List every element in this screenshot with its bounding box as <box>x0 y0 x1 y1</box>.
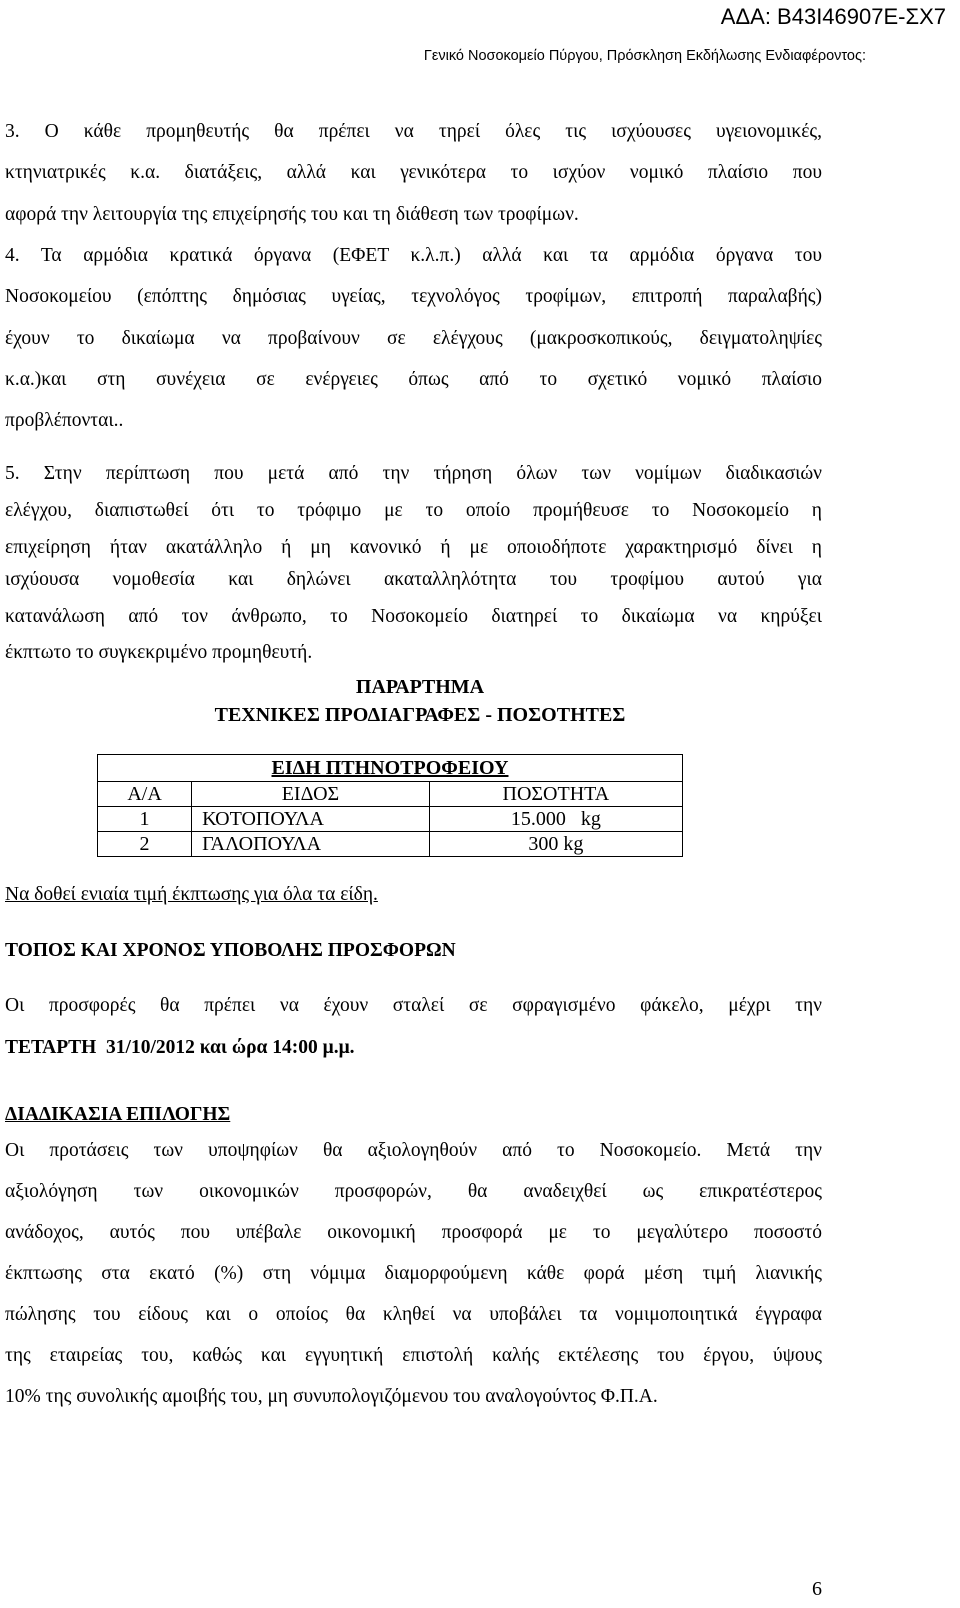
selection-line: της εταιρείας του, καθώς και εγγυητική επιστολή καλής εκτέλεσης του έργου, ύψους <box>5 1345 822 1366</box>
table-caption-row <box>98 755 683 782</box>
column-header: ΕΙΔΟΣ <box>192 782 430 807</box>
section-5-line: επιχείρηση ήταν ακατάλληλο ή μη κανονικό ή με οποιοδήποτε χαρακτηρισμό δίνει η <box>5 537 822 558</box>
table-cell: 300 kg <box>429 832 682 857</box>
table-row <box>98 807 683 832</box>
selection-line: πώλησης του είδους και ο οποίος θα κληθεί να υποβάλει τα νομιμοποιητικά έγγραφα <box>5 1304 822 1325</box>
section-3-line: 3. Ο κάθε προμηθευτής θα πρέπει να τηρεί όλες τις ισχύουσες υγειονομικές, <box>5 121 822 142</box>
selection-line: έκπτωσης στα εκατό (%) στη νόμιμα διαμορφούμενη κάθε φορά μέση τιμή λιανικής <box>5 1263 822 1284</box>
column-header: ΠΟΣΟΤΗΤΑ <box>429 782 682 807</box>
section-5-line: ισχύουσα νομοθεσία και δηλώνει ακαταλληλότητα του τροφίμου αυτού για <box>5 569 822 590</box>
section-4-line: Νοσοκομείου (επόπτης δημόσιας υγείας, τεχνολόγος τροφίμων, επιτροπή παραλαβής) <box>5 286 822 307</box>
section-5-line: κατανάλωση από τον άνθρωπο, το Νοσοκομείο διατηρεί το δικαίωμα να κηρύξει <box>5 606 822 627</box>
table-caption: ΕΙΔΗ ΠΤΗΝΟΤΡΟΦΕΙΟΥ <box>98 755 683 782</box>
section-5-line: 5. Στην περίπτωση που μετά από την τήρηση όλων των νομίμων διαδικασιών <box>5 463 822 484</box>
document-subtitle: Γενικό Νοσοκομείο Πύργου, Πρόσκληση Εκδήλωσης Ενδιαφέροντος: <box>423 48 866 64</box>
section-4-line: κ.α.)και στη συνέχεια σε ενέργειες όπως από το σχετικό νομικό πλαίσιο <box>5 369 822 390</box>
submission-line: Οι προσφορές θα πρέπει να έχουν σταλεί σε σφραγισμένο φάκελο, μέχρι την <box>5 995 822 1016</box>
section-4-line: προβλέπονται.. <box>5 410 124 431</box>
submission-heading: ΤΟΠΟΣ ΚΑΙ ΧΡΟΝΟΣ ΥΠΟΒΟΛΗΣ ΠΡΟΣΦΟΡΩΝ <box>5 940 456 961</box>
annex-title: ΠΑΡΑΡΤΗΜΑ <box>355 676 485 698</box>
submission-deadline: ΤΕΤΑΡΤΗ 31/10/2012 και ώρα 14:00 μ.μ. <box>5 1037 355 1058</box>
selection-line: Οι προτάσεις των υποψηφίων θα αξιολογηθούν από το Νοσοκομείο. Μετά την <box>5 1140 822 1161</box>
annex-subtitle: ΤΕΧΝΙΚΕΣ ΠΡΟΔΙΑΓΡΑΦΕΣ - ΠΟΣΟΤΗΤΕΣ <box>214 704 626 726</box>
table-cell: ΓΑΛΟΠΟΥΛΑ <box>192 832 430 857</box>
table-cell: 15.000 kg <box>429 807 682 832</box>
column-header: Α/Α <box>98 782 192 807</box>
selection-heading: ΔΙΑΔΙΚΑΣΙΑ ΕΠΙΛΟΓΗΣ <box>5 1104 231 1125</box>
section-5-line: ελέγχου, διαπιστωθεί ότι το τρόφιμο με το οποίο προμήθευσε το Νοσοκομείο η <box>5 500 822 521</box>
section-5-line: έκπτωτο το συγκεκριμένο προμηθευτή. <box>5 642 313 663</box>
table-cell: 1 <box>98 807 192 832</box>
section-4-line: έχουν το δικαίωμα να προβαίνουν σε ελέγχους (μακροσκοπικούς, δειγματοληψίες <box>5 328 822 349</box>
table-row <box>98 832 683 857</box>
section-4-line: 4. Τα αρμόδια κρατικά όργανα (ΕΦΕΤ κ.λ.π.) αλλά και τα αρμόδια όργανα του <box>5 245 822 266</box>
page-number: 6 <box>812 1578 822 1600</box>
table-cell: 2 <box>98 832 192 857</box>
items-table <box>97 754 683 857</box>
table-header-row <box>98 782 683 807</box>
section-3-line: κτηνιατρικές κ.α. διατάξεις, αλλά και γενικότερα το ισχύον νομικό πλαίσιο που <box>5 162 822 183</box>
selection-line: 10% της συνολικής αμοιβής του, μη συνυπολογιζόμενου του αναλογούντος Φ.Π.Α. <box>5 1386 658 1407</box>
discount-note: Να δοθεί ενιαία τιμή έκπτωσης για όλα τα είδη. <box>5 884 378 905</box>
table-cell: ΚΟΤΟΠΟΥΛΑ <box>192 807 430 832</box>
selection-line: ανάδοχος, αυτός που υπέβαλε οικονομική προσφορά με το μεγαλύτερο ποσοστό <box>5 1222 822 1243</box>
ada-code: ΑΔΑ: Β43Ι46907Ε-ΣΧ7 <box>720 4 946 29</box>
section-3-line: αφορά την λειτουργία της επιχείρησής του και τη διάθεση των τροφίμων. <box>5 204 579 225</box>
selection-line: αξιολόγηση των οικονομικών προσφορών, θα αναδειχθεί ως επικρατέστερος <box>5 1181 822 1202</box>
